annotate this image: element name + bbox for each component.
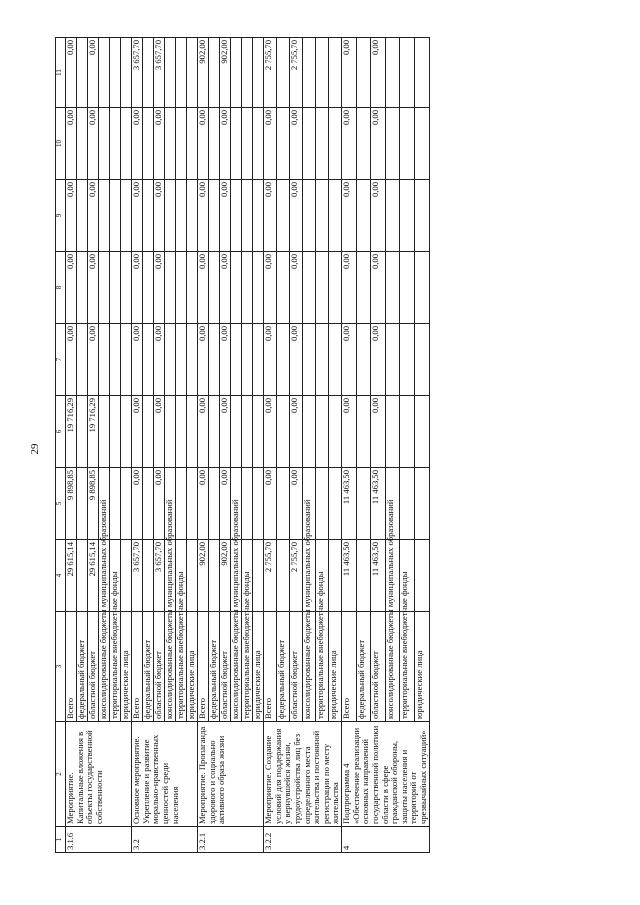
item-title: Основное мероприятие. Укрепление и развитие морально-нравственных ценностей среди населения — [132, 722, 198, 827]
amount-cell — [316, 396, 329, 468]
amount-cell — [242, 108, 253, 180]
amount-cell — [253, 540, 264, 612]
amount-cell — [143, 38, 154, 108]
amount-cell: 0,00 — [264, 468, 277, 540]
column-number-header: 4 — [56, 540, 66, 612]
amount-cell — [187, 324, 198, 396]
amount-cell — [176, 252, 187, 324]
amount-cell — [253, 468, 264, 540]
funding-source-label: Всего — [132, 612, 143, 722]
amount-cell — [209, 324, 220, 396]
page-number: 29 — [29, 443, 41, 455]
item-code: 3.1.6 — [66, 827, 132, 853]
amount-cell — [231, 108, 242, 180]
funding-source-label: областной бюджет — [371, 612, 386, 722]
amount-cell: 2 755,70 — [290, 38, 303, 108]
amount-cell — [356, 38, 371, 108]
amount-cell — [176, 108, 187, 180]
amount-cell — [316, 180, 329, 252]
amount-cell: 0,00 — [342, 108, 357, 180]
table-row — [264, 38, 277, 853]
funding-source-label: Всего — [66, 612, 77, 722]
amount-cell: 0,00 — [264, 180, 277, 252]
item-code: 3.2 — [132, 827, 198, 853]
amount-cell: 0,00 — [198, 396, 209, 468]
amount-cell: 0,00 — [154, 108, 165, 180]
column-number-row — [56, 38, 66, 853]
funding-source-label: Всего — [264, 612, 277, 722]
amount-cell — [99, 38, 110, 108]
amount-cell — [187, 252, 198, 324]
amount-cell — [176, 396, 187, 468]
amount-cell — [303, 180, 316, 252]
amount-cell — [356, 468, 371, 540]
amount-cell: 3 657,70 — [154, 38, 165, 108]
amount-cell: 0,00 — [371, 324, 386, 396]
amount-cell: 9 898,85 — [88, 468, 99, 540]
column-number-header: 9 — [56, 180, 66, 252]
amount-cell — [385, 38, 400, 108]
amount-cell — [329, 180, 342, 252]
amount-cell — [209, 108, 220, 180]
funding-source-label: юридические лица — [329, 612, 342, 722]
amount-cell — [209, 468, 220, 540]
amount-cell: 0,00 — [290, 252, 303, 324]
amount-cell — [165, 324, 176, 396]
amount-cell: 0,00 — [342, 396, 357, 468]
amount-cell: 0,00 — [264, 108, 277, 180]
amount-cell: 0,00 — [290, 468, 303, 540]
amount-cell — [231, 252, 242, 324]
funding-source-label: консолидированные бюджеты муниципальных образований — [99, 612, 110, 722]
column-number-header: 7 — [56, 324, 66, 396]
amount-cell — [253, 324, 264, 396]
amount-cell — [187, 180, 198, 252]
amount-cell: 0,00 — [132, 468, 143, 540]
amount-cell — [176, 468, 187, 540]
amount-cell — [329, 38, 342, 108]
amount-cell: 0,00 — [66, 252, 77, 324]
amount-cell: 0,00 — [66, 108, 77, 180]
amount-cell — [277, 180, 290, 252]
amount-cell: 0,00 — [198, 468, 209, 540]
column-number-header: 11 — [56, 38, 66, 108]
amount-cell: 0,00 — [342, 38, 357, 108]
amount-cell — [385, 324, 400, 396]
amount-cell — [385, 252, 400, 324]
amount-cell: 0,00 — [132, 252, 143, 324]
amount-cell — [303, 396, 316, 468]
amount-cell — [356, 252, 371, 324]
amount-cell: 0,00 — [132, 108, 143, 180]
amount-cell — [356, 324, 371, 396]
amount-cell — [329, 324, 342, 396]
amount-cell — [77, 108, 88, 180]
amount-cell — [176, 180, 187, 252]
amount-cell — [77, 38, 88, 108]
amount-cell — [400, 468, 415, 540]
amount-cell — [316, 324, 329, 396]
amount-cell: 0,00 — [154, 180, 165, 252]
amount-cell: 0,00 — [132, 396, 143, 468]
table-body — [66, 38, 430, 853]
amount-cell: 2 755,70 — [264, 38, 277, 108]
amount-cell — [356, 396, 371, 468]
financing-table — [55, 37, 430, 853]
column-number-header: 2 — [56, 722, 66, 827]
amount-cell: 0,00 — [154, 468, 165, 540]
amount-cell: 0,00 — [290, 180, 303, 252]
amount-cell — [187, 468, 198, 540]
amount-cell: 0,00 — [264, 324, 277, 396]
amount-cell: 3 657,70 — [132, 38, 143, 108]
amount-cell — [110, 38, 121, 108]
amount-cell: 9 898,85 — [66, 468, 77, 540]
amount-cell: 29 615,14 — [66, 540, 77, 612]
funding-source-label: Всего — [198, 612, 209, 722]
amount-cell: 11 463,50 — [342, 468, 357, 540]
amount-cell — [277, 38, 290, 108]
amount-cell: 0,00 — [154, 324, 165, 396]
column-number-header: 3 — [56, 612, 66, 722]
funding-source-label: федеральный бюджет — [77, 612, 88, 722]
amount-cell: 0,00 — [290, 396, 303, 468]
amount-cell: 0,00 — [342, 252, 357, 324]
amount-cell — [77, 396, 88, 468]
amount-cell: 0,00 — [220, 252, 231, 324]
amount-cell: 3 657,70 — [132, 540, 143, 612]
amount-cell: 902,00 — [220, 38, 231, 108]
amount-cell — [303, 108, 316, 180]
amount-cell — [242, 396, 253, 468]
amount-cell: 902,00 — [198, 38, 209, 108]
amount-cell: 0,00 — [264, 252, 277, 324]
amount-cell — [242, 468, 253, 540]
amount-cell — [414, 38, 429, 108]
amount-cell — [242, 252, 253, 324]
amount-cell: 0,00 — [88, 252, 99, 324]
amount-cell — [209, 38, 220, 108]
amount-cell — [143, 108, 154, 180]
amount-cell — [165, 108, 176, 180]
amount-cell — [277, 108, 290, 180]
amount-cell — [143, 180, 154, 252]
amount-cell — [385, 396, 400, 468]
amount-cell — [277, 324, 290, 396]
amount-cell — [143, 324, 154, 396]
funding-source-label: консолидированные бюджеты муниципальных образований — [165, 612, 176, 722]
funding-source-label: федеральный бюджет — [143, 612, 154, 722]
amount-cell: 0,00 — [371, 38, 386, 108]
amount-cell — [121, 180, 132, 252]
funding-source-label: территориальные внебюджетные фонды — [400, 612, 415, 722]
amount-cell — [303, 38, 316, 108]
amount-cell — [121, 108, 132, 180]
amount-cell — [414, 396, 429, 468]
amount-cell: 3 657,70 — [154, 540, 165, 612]
table-row — [198, 38, 209, 853]
amount-cell: 0,00 — [66, 38, 77, 108]
amount-cell: 0,00 — [198, 324, 209, 396]
amount-cell — [121, 540, 132, 612]
funding-source-label: юридические лица — [121, 612, 132, 722]
funding-source-label: Всего — [342, 612, 357, 722]
column-number-header: 5 — [56, 468, 66, 540]
column-number-header: 8 — [56, 252, 66, 324]
amount-cell — [143, 396, 154, 468]
item-code: 4 — [342, 827, 430, 853]
amount-cell — [121, 38, 132, 108]
amount-cell — [303, 324, 316, 396]
funding-source-label: федеральный бюджет — [356, 612, 371, 722]
amount-cell: 0,00 — [198, 180, 209, 252]
amount-cell — [385, 180, 400, 252]
amount-cell: 0,00 — [154, 396, 165, 468]
amount-cell — [356, 540, 371, 612]
amount-cell: 0,00 — [66, 180, 77, 252]
amount-cell — [99, 396, 110, 468]
amount-cell — [316, 252, 329, 324]
column-number-header: 10 — [56, 108, 66, 180]
funding-source-label: областной бюджет — [290, 612, 303, 722]
amount-cell — [277, 468, 290, 540]
funding-source-label: юридические лица — [253, 612, 264, 722]
amount-cell — [414, 108, 429, 180]
amount-cell: 0,00 — [342, 324, 357, 396]
amount-cell: 0,00 — [88, 324, 99, 396]
amount-cell — [176, 38, 187, 108]
amount-cell: 0,00 — [371, 108, 386, 180]
amount-cell — [329, 540, 342, 612]
amount-cell — [143, 540, 154, 612]
amount-cell — [253, 180, 264, 252]
amount-cell — [143, 252, 154, 324]
amount-cell — [77, 324, 88, 396]
amount-cell — [242, 324, 253, 396]
amount-cell: 0,00 — [342, 180, 357, 252]
amount-cell — [121, 252, 132, 324]
amount-cell: 902,00 — [198, 540, 209, 612]
amount-cell — [209, 180, 220, 252]
amount-cell — [231, 38, 242, 108]
amount-cell — [385, 108, 400, 180]
amount-cell — [231, 180, 242, 252]
funding-source-label: консолидированные бюджеты муниципальных образований — [231, 612, 242, 722]
amount-cell — [121, 324, 132, 396]
amount-cell: 0,00 — [264, 396, 277, 468]
amount-cell — [400, 38, 415, 108]
amount-cell: 0,00 — [371, 252, 386, 324]
column-number-header: 1 — [56, 827, 66, 853]
amount-cell: 0,00 — [290, 108, 303, 180]
amount-cell: 19 716,29 — [66, 396, 77, 468]
amount-cell: 2 755,70 — [290, 540, 303, 612]
amount-cell — [99, 324, 110, 396]
funding-source-label: областной бюджет — [220, 612, 231, 722]
funding-source-label: территориальные внебюджетные фонды — [110, 612, 121, 722]
amount-cell: 0,00 — [88, 108, 99, 180]
amount-cell — [329, 396, 342, 468]
item-title: Мероприятие. Пропаганда здорового и социально активного образа жизни — [198, 722, 264, 827]
amount-cell — [110, 252, 121, 324]
amount-cell: 902,00 — [220, 540, 231, 612]
amount-cell: 2 755,70 — [264, 540, 277, 612]
funding-source-label: консолидированные бюджеты муниципальных образований — [303, 612, 316, 722]
amount-cell: 0,00 — [220, 468, 231, 540]
amount-cell — [400, 252, 415, 324]
amount-cell — [165, 252, 176, 324]
column-number-header: 6 — [56, 396, 66, 468]
amount-cell — [242, 38, 253, 108]
funding-source-label: федеральный бюджет — [277, 612, 290, 722]
amount-cell: 11 463,50 — [342, 540, 357, 612]
amount-cell — [165, 396, 176, 468]
amount-cell: 0,00 — [220, 180, 231, 252]
amount-cell — [414, 468, 429, 540]
item-title: Подпрограмма 4 «Обеспечение реализации основных направлений государственной политики области в сфере гражданской обороны, защиты населения и территорий от чрезвычайных ситуаций» — [342, 722, 430, 827]
amount-cell — [253, 38, 264, 108]
amount-cell: 0,00 — [198, 252, 209, 324]
funding-source-label: территориальные внебюджетные фонды — [176, 612, 187, 722]
funding-source-label: юридические лица — [187, 612, 198, 722]
amount-cell: 0,00 — [220, 324, 231, 396]
amount-cell — [400, 108, 415, 180]
amount-cell — [187, 540, 198, 612]
amount-cell — [187, 38, 198, 108]
table-row — [342, 38, 357, 853]
amount-cell: 0,00 — [220, 108, 231, 180]
amount-cell — [253, 252, 264, 324]
amount-cell — [110, 396, 121, 468]
amount-cell — [99, 108, 110, 180]
amount-cell — [99, 180, 110, 252]
amount-cell — [329, 108, 342, 180]
amount-cell — [253, 108, 264, 180]
amount-cell — [329, 252, 342, 324]
amount-cell: 0,00 — [88, 180, 99, 252]
amount-cell — [414, 252, 429, 324]
amount-cell: 19 716,29 — [88, 396, 99, 468]
funding-source-label: областной бюджет — [88, 612, 99, 722]
amount-cell — [165, 38, 176, 108]
amount-cell — [356, 108, 371, 180]
amount-cell — [77, 540, 88, 612]
item-code: 3.2.1 — [198, 827, 264, 853]
amount-cell — [316, 38, 329, 108]
amount-cell — [231, 396, 242, 468]
amount-cell — [209, 252, 220, 324]
amount-cell — [316, 108, 329, 180]
amount-cell — [110, 108, 121, 180]
amount-cell — [143, 468, 154, 540]
table-row — [132, 38, 143, 853]
funding-source-label: территориальные внебюджетные фонды — [316, 612, 329, 722]
amount-cell — [400, 396, 415, 468]
amount-cell: 0,00 — [132, 324, 143, 396]
funding-source-label: федеральный бюджет — [209, 612, 220, 722]
amount-cell — [316, 468, 329, 540]
amount-cell — [356, 180, 371, 252]
amount-cell: 11 463,50 — [371, 468, 386, 540]
amount-cell: 11 463,50 — [371, 540, 386, 612]
amount-cell: 0,00 — [154, 252, 165, 324]
amount-cell: 0,00 — [132, 180, 143, 252]
table-row — [66, 38, 77, 853]
amount-cell — [77, 180, 88, 252]
amount-cell — [400, 180, 415, 252]
amount-cell — [187, 108, 198, 180]
amount-cell: 0,00 — [66, 324, 77, 396]
amount-cell — [77, 252, 88, 324]
amount-cell — [277, 252, 290, 324]
funding-source-label: консолидированные бюджеты муниципальных образований — [385, 612, 400, 722]
amount-cell — [110, 324, 121, 396]
funding-source-label: областной бюджет — [154, 612, 165, 722]
amount-cell — [400, 324, 415, 396]
rotated-table-container — [55, 38, 610, 853]
amount-cell: 0,00 — [198, 108, 209, 180]
amount-cell — [253, 396, 264, 468]
item-title: Мероприятие. Создание условий для поддержания у вернувшейся жизни, трудоустройства лиц без определенного места жительства и постоянной регистрации по месту жительства — [264, 722, 342, 827]
amount-cell — [277, 396, 290, 468]
amount-cell — [121, 468, 132, 540]
funding-source-label: территориальные внебюджетные фонды — [242, 612, 253, 722]
amount-cell — [110, 180, 121, 252]
amount-cell: 0,00 — [371, 180, 386, 252]
amount-cell — [414, 540, 429, 612]
amount-cell — [242, 180, 253, 252]
funding-source-label: юридические лица — [414, 612, 429, 722]
amount-cell: 0,00 — [88, 38, 99, 108]
amount-cell — [77, 468, 88, 540]
amount-cell — [187, 396, 198, 468]
amount-cell — [209, 540, 220, 612]
amount-cell — [165, 180, 176, 252]
amount-cell — [99, 252, 110, 324]
item-title: Мероприятие. Капитальные вложения в объекты государственной собственности — [66, 722, 132, 827]
amount-cell — [110, 468, 121, 540]
amount-cell — [209, 396, 220, 468]
amount-cell: 0,00 — [371, 396, 386, 468]
amount-cell — [303, 252, 316, 324]
amount-cell — [176, 324, 187, 396]
amount-cell — [329, 468, 342, 540]
amount-cell — [121, 396, 132, 468]
amount-cell: 0,00 — [290, 324, 303, 396]
amount-cell — [414, 180, 429, 252]
amount-cell: 0,00 — [220, 396, 231, 468]
amount-cell — [414, 324, 429, 396]
amount-cell — [231, 324, 242, 396]
item-code: 3.2.2 — [264, 827, 342, 853]
amount-cell — [277, 540, 290, 612]
amount-cell: 29 615,14 — [88, 540, 99, 612]
